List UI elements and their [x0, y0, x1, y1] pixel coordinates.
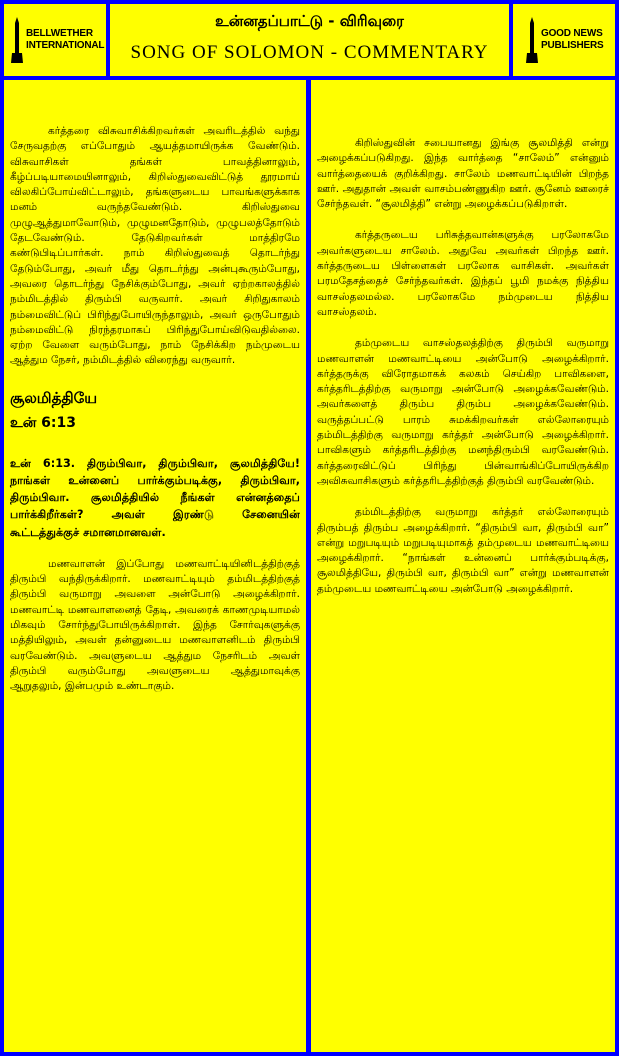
title-english: SONG OF SOLOMON - COMMENTARY: [130, 42, 489, 63]
good-news-logo: [513, 4, 615, 76]
logo-line1: BELLWETHER: [26, 28, 93, 39]
left-column: [4, 80, 306, 1052]
right-paragraph-1: கிறிஸ்துவின் சபையானது இங்கு சூலமித்தி என்று அழைக்கப்படுகிறது. இந்த வார்த்தை “சாலேம்” என்னும் வார்த்தையைக் குறிக்கிறது. சாலேம் மணவாட்டியின் பிறந்த ஊர். அதுதான் அவள் வாசம்பண்ணுகிற ஊர். சூனேம் ஊரைச் சேர்ந்தவள். “சூலமித்தி” என்று அழைக்கப்படுகிறாள்.: [317, 137, 609, 211]
logo-line2: PUBLISHERS: [541, 40, 604, 51]
logo-line2: INTERNATIONAL: [26, 40, 105, 51]
page-header: [110, 4, 509, 76]
right-column: [311, 80, 615, 1052]
right-paragraph-2: கர்த்தருடைய பரிசுத்தவான்களுக்கு பரலோகமே அவர்களுடைய சாலேம். அதுவே அவர்கள் பிறந்த ஊர். கர்த்தருடைய பிள்ளைகள் பரலோக வாசிகள். அவர்கள் பரமதேசத்தைச் சேர்ந்தவர்கள். இந்தப் பூமி நமக்கு நித்திய வாசஸ்தலமல்ல. பரலோகமே நம்முடைய நித்திய வாசஸ்தலம்.: [317, 229, 609, 318]
left-paragraph-2: மணவாளன் இப்போது மணவாட்டியினிடத்திற்குத் திரும்பி வந்திருக்கிறார். மணவாட்டியும் தம்மிடத்திற்குத் திரும்பி வருமாறு அவளை அன்போடு அழைக்கிறார். மணவாட்டி மணவாளனைத் தேடி, அவரைக் காணமுடியாமல் மிகவும் சோர்ந்துபோயிருக்கிறாள். இந்த சோர்வுகளுக்கு மத்தியிலும், அவள் தன்னுடைய மணவாளனிடம் திரும்பி வரவேண்டும். அவளுடைய ஆத்தும நேசரிடம் அவள் திரும்பி வரும்போது அவளுடைய ஆத்துமாவுக்கு ஆறுதலும், இன்பமும் உண்டாகும்.: [10, 557, 300, 693]
left-paragraph-1: கர்த்தரை விசுவாசிக்கிறவர்கள் அவரிடத்தில் வந்து சேருவதற்கு எப்போதும் ஆயத்தமாயிருக்க வேண்டும். விசுவாசிகள் தங்கள் பாவத்தினாலும், கீழ்ப்படியாமையினாலும், கிறிஸ்துவைவிட்டுத் தூரமாய் விலகிப்போய்விட்டாலும், தங்களுடைய பாவங்களுக்காக மனம் வருந்தவேண்டும். கிறிஸ்துவை முழுஆத்துமாவோடும், முழுமனதோடும், முழுபலத்தோடும் தேடவேண்டும். தேடுகிறவர்கள் மாத்திரமே கண்டுபிடிப்பார்கள். நாம் கிறிஸ்துவைத் தொடர்ந்து தேடும்போது, அவர் மீது தொடர்ந்து அன்புகூரும்போது, அவரை தொடர்ந்து நேசிக்கும்போது, அவர் ஏற்றகாலத்தில் நம்மிடத்தில் திரும்பி வருவார். அவர் சிறிதுகாலம் நம்மைவிட்டுப் பிரிந்துபோயிருந்தாலும், அவர் ஒருபோதும் நம்மைவிட்டு நிரந்தரமாகப் பிரிந்துபோய்விடுவதில்லை. ஏற்ற வேளை வரும்போது, நாம் நேசிக்கிற நம்முடைய ஆத்தும நேசர், நம்மிடத்தில் விரைந்து வருவார்.: [10, 125, 300, 367]
bellwether-logo: [4, 4, 106, 76]
verse-text: உன் 6:13. திரும்பிவா, திரும்பிவா, சூலமித்தியே! நாங்கள் உன்னைப் பார்க்கும்படிக்கு, திரும்பிவா, திரும்பிவா. சூலமித்தியில் நீங்கள் என்னத்தைப் பார்க்கிறீர்கள்? அவள் இரண்டு சேனையின் கூட்டத்துக்குச் சமானமானவள்.: [10, 456, 300, 539]
section-heading: சூலமித்தியே: [10, 388, 98, 407]
right-paragraph-3: தம்முடைய வாசஸ்தலத்திற்கு திரும்பி வருமாறு மணவாளன் மணவாட்டியை அன்போடு அழைக்கிறார். கர்த்தருக்கு விரோதமாகக் கலகம் செய்கிற பாவிகளை, கர்த்தரிடத்திற்கு வருமாறு அன்போடு அழைக்கவேண்டும். அவர்களைத் திரும்ப திரும்ப அழைக்கவேண்டும். வருத்தப்பட்டு பாரம் சுமக்கிறவர்கள் எல்லோரையும் தம்மிடத்திற்கு வருமாறு கர்த்தர் அன்போடு அழைக்கிறார். பாவிகளும் கர்த்தரிடத்திற்கு மனந்திரும்பி வரவேண்டும். கர்த்தரைவிட்டுப் பிரிந்து பின்வாங்கிப்போயிருக்கிற அவிசுவாசிகளும் கர்த்தரிடத்திற்குத் திரும்பி வரவேண்டும்.: [317, 337, 609, 487]
title-tamil: உன்னதப்பாட்டு - விரிவுரை: [215, 12, 404, 30]
right-paragraph-4: தம்மிடத்திற்கு வருமாறு கர்த்தர் எல்லோரையும் திரும்பத் திரும்ப அழைக்கிறார். “திரும்பி வா, திரும்பி வா” என்று மறுபடியும் மறுபடியுமாகத் தம்முடைய மணவாட்டியை அழைக்கிறார். “நாங்கள் உன்னைப் பார்க்கும்படிக்கு, சூலமித்தியே, திரும்பி வா, திரும்பி வா” என்று மணவாளன் தம்முடைய மணவாட்டியை அன்போடு அழைக்கிறார்.: [317, 506, 609, 595]
tower-icon: [525, 17, 539, 63]
logo-line1: GOOD NEWS: [541, 28, 603, 39]
section-subheading: உன் 6:13: [10, 414, 76, 431]
tower-icon: [10, 17, 24, 63]
